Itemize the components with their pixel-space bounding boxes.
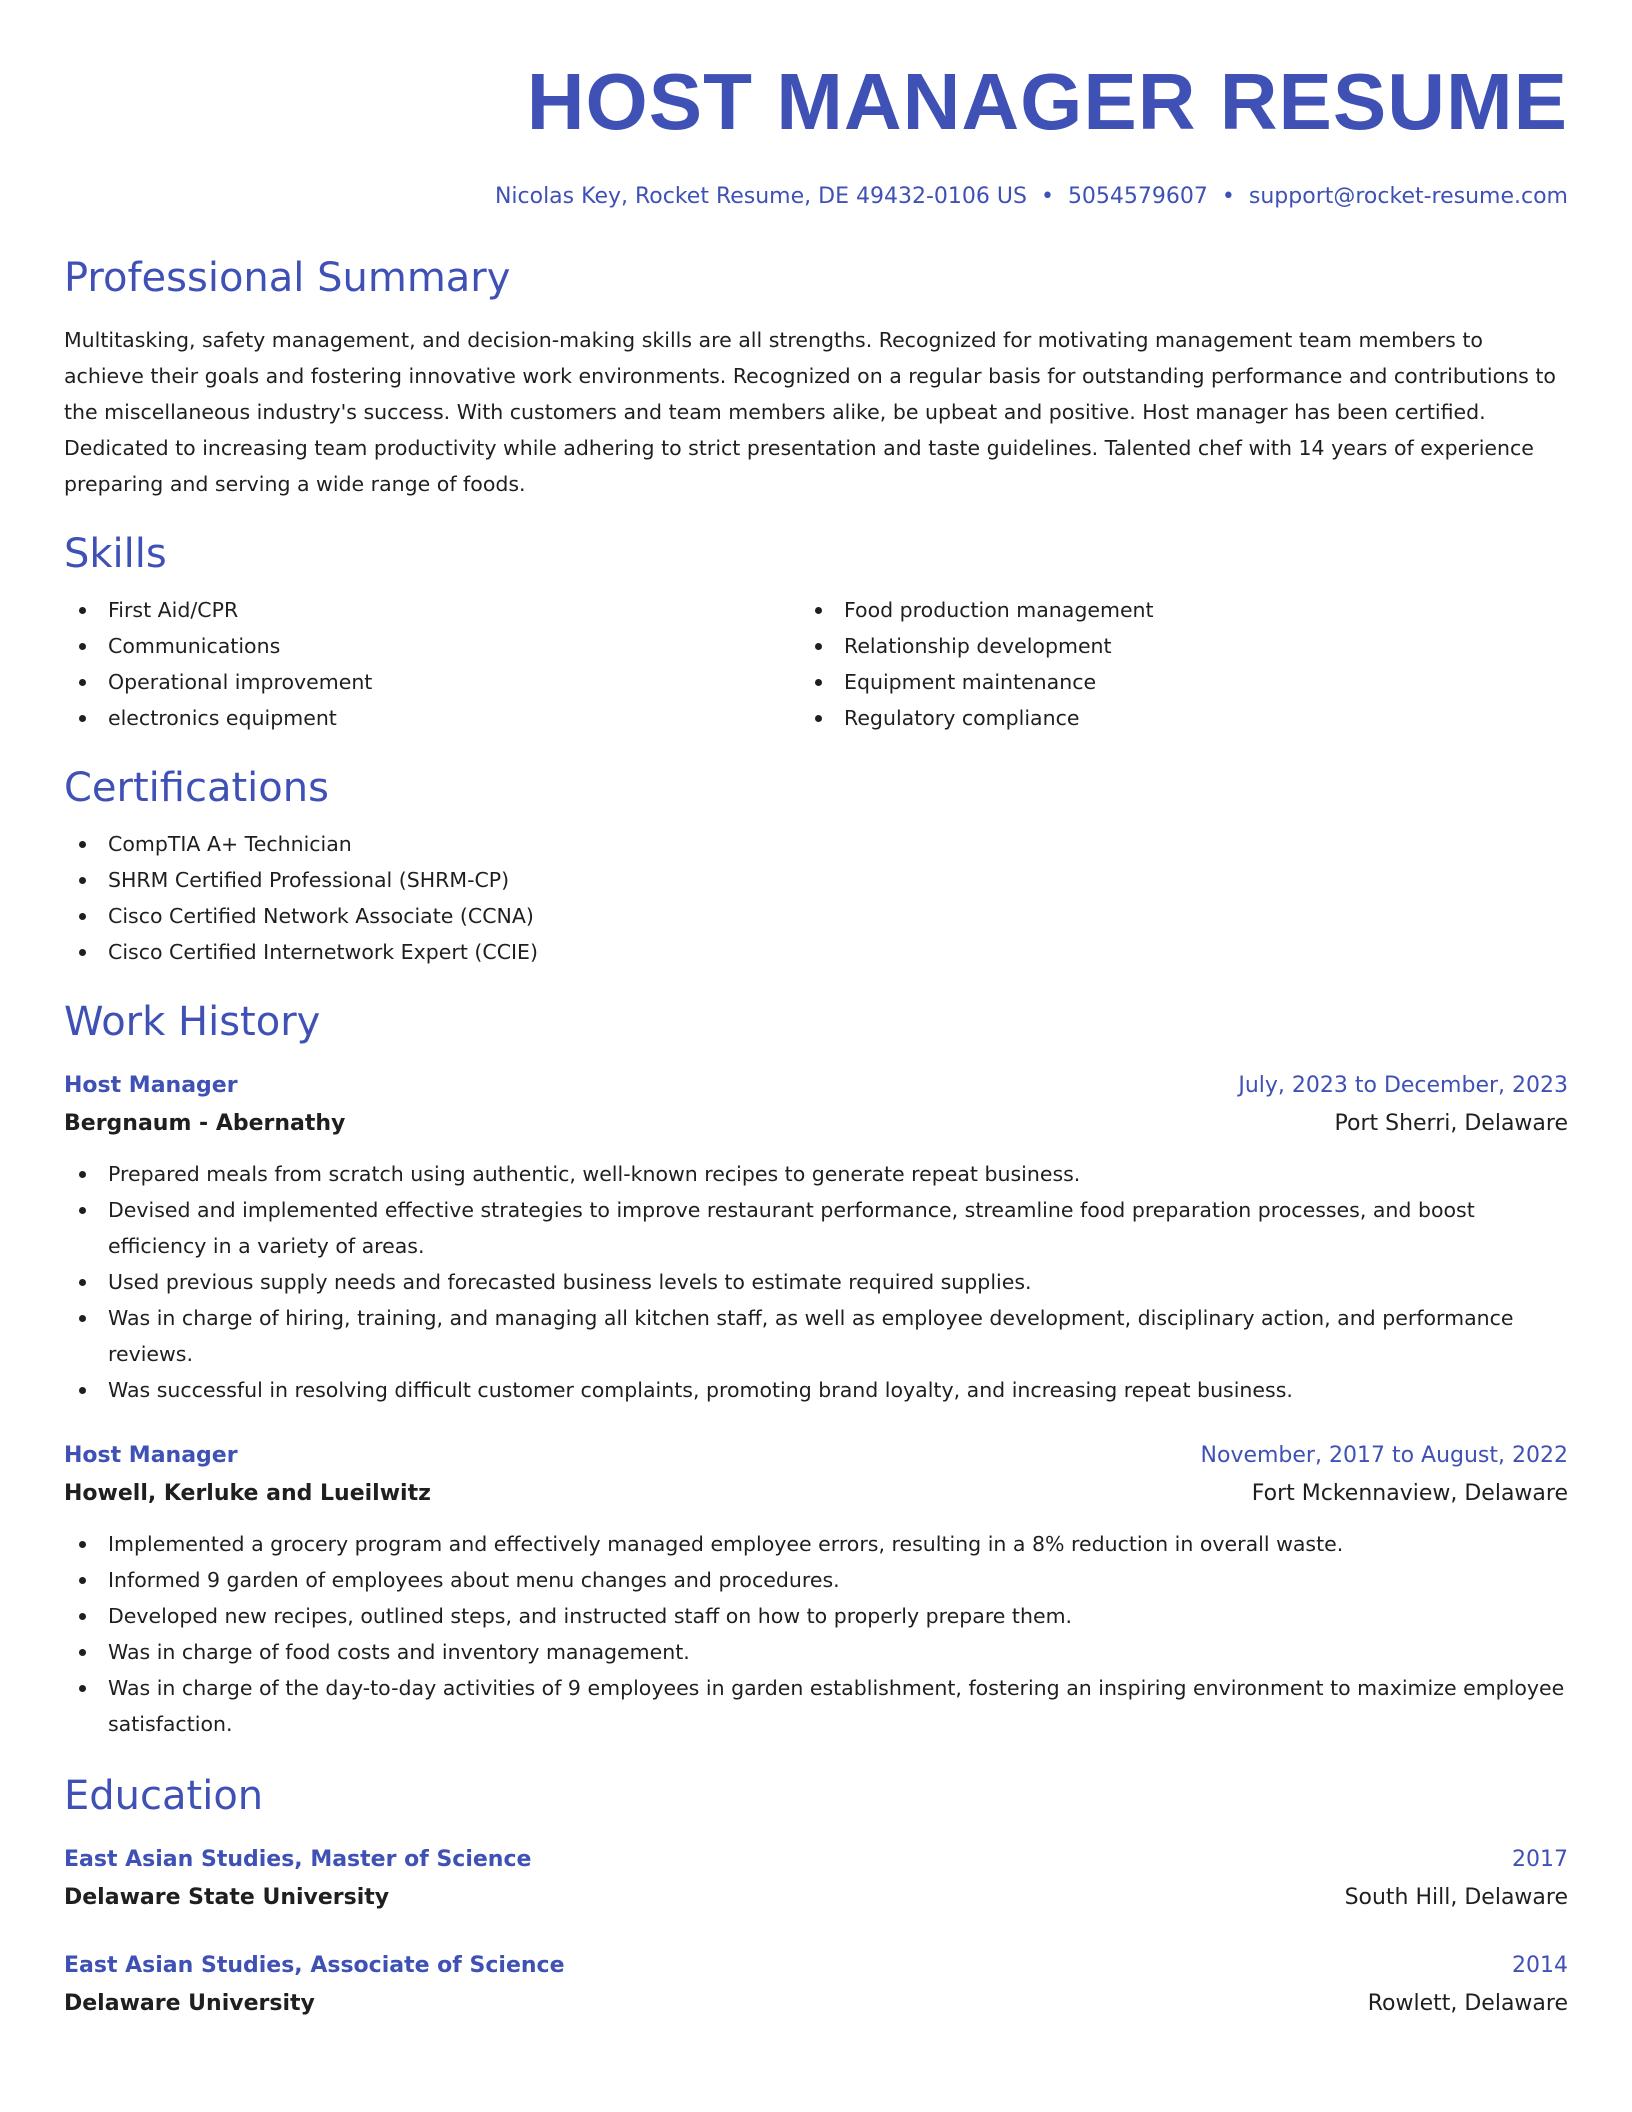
job-duty: Implemented a grocery program and effectively managed employee errors, resulting in a 8% reduction in overall waste. [64, 1526, 1568, 1562]
job-header-row [64, 1438, 1568, 1474]
skill-item: Operational improvement [64, 664, 800, 700]
contact-separator: • [1221, 184, 1235, 209]
skill-item: Food production management [800, 592, 1536, 628]
skills-heading: Skills [64, 531, 167, 577]
education-degree: East Asian Studies, Master of Science [64, 1847, 532, 1872]
education-school-row [64, 1878, 1568, 1918]
job-duty: Devised and implemented effective strategies to improve restaurant performance, streamline food preparation processes, and boost efficiency in a variety of areas. [64, 1192, 1568, 1264]
job-duty: Used previous supply needs and forecasted business levels to estimate required supplies. [64, 1264, 1568, 1300]
contact-line [64, 182, 1568, 212]
education-degree: East Asian Studies, Associate of Science [64, 1953, 565, 1978]
certifications-heading: Certifications [64, 765, 329, 811]
job-duty: Was in charge of hiring, training, and managing all kitchen staff, as well as employee development, disciplinary action, and performance reviews. [64, 1300, 1568, 1372]
summary-text: Multitasking, safety management, and decision-making skills are all strengths. Recognized for motivating management team members to achieve their goals and fostering innovative work environments. Recognized on a regular basis for outstanding performance and contributions to the miscellaneous industry's success. With customers and team members alike, be upbeat and positive. Host manager has been certified. Dedicated to increasing team productivity while adhering to strict presentation and taste guidelines. Talented chef with 14 years of experience preparing and serving a wide range of foods. [64, 328, 1556, 496]
job-duty: Was in charge of food costs and inventory management. [64, 1634, 1568, 1670]
resume-title: HOST MANAGER RESUME [526, 57, 1568, 146]
work-history-heading: Work History [64, 999, 321, 1045]
contact-email[interactable]: support@rocket-resume.com [1248, 184, 1568, 209]
job-dates: November, 2017 to August, 2022 [1200, 1443, 1568, 1468]
contact-separator: • [1040, 184, 1054, 209]
certification-item: Cisco Certified Internetwork Expert (CCIE) [64, 934, 1568, 970]
job-duty: Prepared meals from scratch using authentic, well-known recipes to generate repeat business. [64, 1156, 1568, 1192]
skills-list-left [64, 592, 800, 736]
education-year: 2014 [1512, 1953, 1568, 1978]
certification-item: Cisco Certified Network Associate (CCNA) [64, 898, 1568, 934]
skill-item: Equipment maintenance [800, 664, 1536, 700]
certification-item: CompTIA A+ Technician [64, 826, 1568, 862]
education-degree-row [64, 1842, 1568, 1878]
job-role: Host Manager [64, 1073, 238, 1098]
skill-item: Relationship development [800, 628, 1536, 664]
job-company: Howell, Kerluke and Lueilwitz [64, 1481, 431, 1506]
education-location: South Hill, Delaware [1344, 1885, 1568, 1910]
education-location: Rowlett, Delaware [1367, 1991, 1568, 2016]
education-entry [64, 1948, 1568, 2024]
summary-heading: Professional Summary [64, 255, 511, 301]
education-year: 2017 [1512, 1847, 1568, 1872]
job-entry [64, 1068, 1568, 1408]
job-role: Host Manager [64, 1443, 238, 1468]
skill-item: electronics equipment [64, 700, 800, 736]
education-degree-row [64, 1948, 1568, 1984]
job-duty: Informed 9 garden of employees about menu changes and procedures. [64, 1562, 1568, 1598]
contact-address: Nicolas Key, Rocket Resume, DE 49432-0106 US [494, 184, 1027, 209]
skill-item: Communications [64, 628, 800, 664]
contact-phone[interactable]: 5054579607 [1067, 184, 1208, 209]
job-duty: Developed new recipes, outlined steps, and instructed staff on how to properly prepare them. [64, 1598, 1568, 1634]
job-company: Bergnaum - Abernathy [64, 1111, 346, 1136]
job-duties-list [64, 1156, 1568, 1408]
certification-item: SHRM Certified Professional (SHRM-CP) [64, 862, 1568, 898]
certifications-list [64, 826, 1568, 970]
job-header-row [64, 1068, 1568, 1104]
education-school: Delaware University [64, 1991, 315, 2016]
job-location: Fort Mckennaview, Delaware [1251, 1481, 1568, 1506]
skill-item: First Aid/CPR [64, 592, 800, 628]
education-entry [64, 1842, 1568, 1918]
skills-columns [64, 592, 1568, 736]
education-school: Delaware State University [64, 1885, 390, 1910]
resume-header [64, 0, 1568, 212]
job-duties-list [64, 1526, 1568, 1742]
skill-item: Regulatory compliance [800, 700, 1536, 736]
education-school-row [64, 1984, 1568, 2024]
job-dates: July, 2023 to December, 2023 [1238, 1073, 1568, 1098]
job-duty: Was successful in resolving difficult customer complaints, promoting brand loyalty, and increasing repeat business. [64, 1372, 1568, 1408]
skills-list-right [800, 592, 1536, 736]
education-heading: Education [64, 1773, 264, 1819]
job-company-row [64, 1474, 1568, 1514]
job-location: Port Sherri, Delaware [1334, 1111, 1568, 1136]
job-entry [64, 1438, 1568, 1742]
job-duty: Was in charge of the day-to-day activities of 9 employees in garden establishment, fostering an inspiring environment to maximize employee satisfaction. [64, 1670, 1568, 1742]
job-company-row [64, 1104, 1568, 1144]
